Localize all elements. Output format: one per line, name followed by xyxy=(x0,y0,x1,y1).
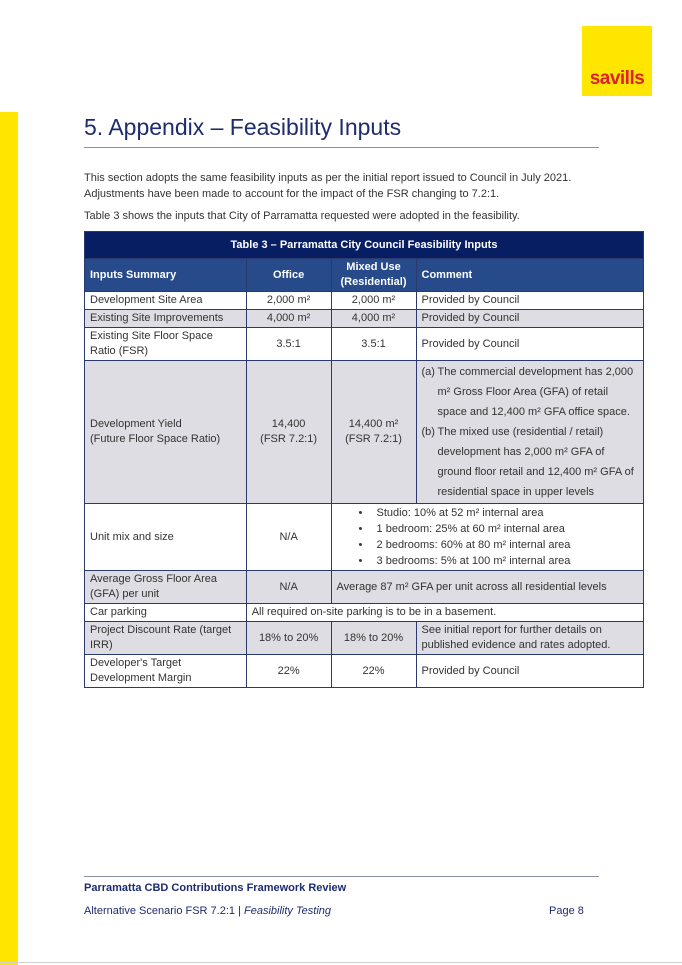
title-divider xyxy=(84,147,599,148)
feasibility-inputs-table xyxy=(84,231,644,688)
page-number: Page 8 xyxy=(549,905,584,917)
table-row xyxy=(85,328,644,361)
table-row xyxy=(85,310,644,328)
mixed-value: Average 87 m² GFA per unit across all residential levels xyxy=(331,571,643,604)
section-title: Appendix – Feasibility Inputs xyxy=(108,114,402,140)
section-number: 5. xyxy=(84,114,104,140)
mixed-value: 18% to 20% xyxy=(331,622,416,655)
row-label: Development Site Area xyxy=(85,292,247,310)
comment-value: Provided by Council xyxy=(416,310,644,328)
row-label: Average Gross Floor Area (GFA) per unit xyxy=(85,571,247,604)
office-value: 18% to 20% xyxy=(246,622,331,655)
office-value: 2,000 m² xyxy=(246,292,331,310)
unit-mix-list xyxy=(331,504,643,571)
mixed-value: 14,400 m² (FSR 7.2:1) xyxy=(331,361,416,504)
intro-paragraph-1: This section adopts the same feasibility inputs as per the initial report issued to Council in July 2021. Adjustments have been made to account for the impact of the FSR changing to 7.2:1. xyxy=(84,172,572,200)
header-office: Office xyxy=(246,259,331,292)
office-value: 3.5:1 xyxy=(246,328,331,361)
header-inputs-summary: Inputs Summary xyxy=(85,259,247,292)
table-row xyxy=(85,504,644,571)
page-title xyxy=(84,114,401,141)
mixed-value: 4,000 m² xyxy=(331,310,416,328)
comment-value: (a) The commercial development has 2,000 m² Gross Floor Area (GFA) of retail space and 12,400 m² GFA office space. (b) The mixed use (residential / retail) development has 2,000 m² GFA of ground floor retail and 12,400 m² GFA of residential space in upper levels xyxy=(416,361,644,504)
table-row xyxy=(85,604,644,622)
list-item: • 3 bedrooms: 5% at 100 m² internal area xyxy=(337,553,638,569)
table-row xyxy=(85,292,644,310)
row-label: Existing Site Floor Space Ratio (FSR) xyxy=(85,328,247,361)
comment-value: Provided by Council xyxy=(416,292,644,310)
table-caption: Table 3 – Parramatta City Council Feasibility Inputs xyxy=(85,232,644,259)
savills-logo xyxy=(582,26,652,96)
office-value: N/A xyxy=(246,571,331,604)
row-label: Developer's Target Development Margin xyxy=(85,655,247,688)
mixed-value: 3.5:1 xyxy=(331,328,416,361)
mixed-value: 22% xyxy=(331,655,416,688)
table-row xyxy=(85,622,644,655)
header-mixed-use: Mixed Use (Residential) xyxy=(331,259,416,292)
intro-paragraph-2: Table 3 shows the inputs that City of Parramatta requested were adopted in the feasibility. xyxy=(84,210,520,222)
table-row xyxy=(85,571,644,604)
footer-title: Parramatta CBD Contributions Framework Review xyxy=(84,882,347,894)
office-value: 4,000 m² xyxy=(246,310,331,328)
comment-value: See initial report for further details on published evidence and rates adopted. xyxy=(416,622,644,655)
table-row xyxy=(85,361,644,504)
comment-value: Provided by Council xyxy=(416,328,644,361)
row-label: Development Yield (Future Floor Space Ratio) xyxy=(85,361,247,504)
office-value: 14,400 (FSR 7.2:1) xyxy=(246,361,331,504)
mixed-value: 2,000 m² xyxy=(331,292,416,310)
office-value: 22% xyxy=(246,655,331,688)
footer-divider xyxy=(84,876,599,877)
table-row xyxy=(85,655,644,688)
car-parking-value: All required on-site parking is to be in a basement. xyxy=(246,604,643,622)
row-label: Project Discount Rate (target IRR) xyxy=(85,622,247,655)
row-label: Existing Site Improvements xyxy=(85,310,247,328)
list-item: • 1 bedroom: 25% at 60 m² internal area xyxy=(337,521,638,537)
footer-subtitle: Alternative Scenario FSR 7.2:1 | Feasibility Testing xyxy=(84,905,332,917)
list-item: • Studio: 10% at 52 m² internal area xyxy=(337,505,638,521)
yellow-side-bar xyxy=(0,112,18,965)
header-comment: Comment xyxy=(416,259,644,292)
bottom-edge xyxy=(0,962,682,963)
office-value: N/A xyxy=(246,504,331,571)
logo-text: savills xyxy=(589,68,645,89)
row-label: Car parking xyxy=(85,604,247,622)
comment-value: Provided by Council xyxy=(416,655,644,688)
list-item: • 2 bedrooms: 60% at 80 m² internal area xyxy=(337,537,638,553)
row-label: Unit mix and size xyxy=(85,504,247,571)
